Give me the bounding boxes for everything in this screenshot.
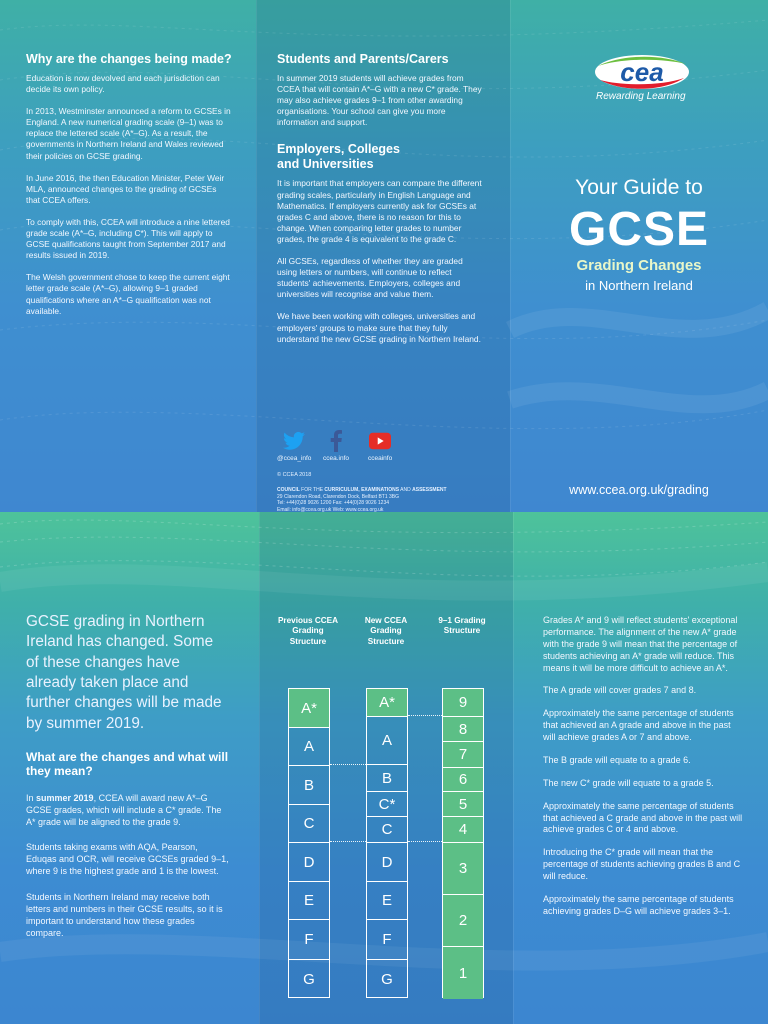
panel-explanation (543, 615, 745, 929)
new-grade-cell: A (367, 716, 407, 764)
numeric-grade-cell: 7 (443, 741, 483, 767)
previous-grade-cell: D (289, 842, 329, 881)
previous-grade-cell: E (289, 881, 329, 919)
previous-grade-cell: B (289, 765, 329, 804)
paragraph: Education is now devolved and each jurisdiction can decide its own policy. (26, 73, 220, 95)
fold-line (259, 512, 260, 1024)
header-new: New CCEA Grading Structure (364, 616, 408, 646)
paragraph: Approximately the same percentage of students that achieved an A grade and above in the past will achieve grades A or 7 and above. (543, 708, 734, 742)
panel-changes (26, 750, 230, 951)
paragraph: The B grade will equate to a grade 6. (543, 754, 691, 765)
copyright: © CCEA 2018 (277, 472, 312, 478)
paragraph: We have been working with colleges, universities and employers' groups to make sure that they fully understand the new GCSE grading in Northern Ireland. (277, 311, 481, 344)
youtube-icon (369, 430, 391, 452)
previous-grade-cell: A* (289, 689, 329, 727)
youtube-handle: cceainfo (368, 455, 393, 462)
panel-audiences (277, 52, 483, 356)
intro-statement: GCSE grading in Northern Ireland has changed. Some of these changes have already taken place and further changes will be made by summer 2019. (26, 613, 222, 732)
connector-line (330, 764, 366, 765)
facebook-handle: ccea.info (323, 455, 350, 462)
twitter-handle: @ccea_info (277, 455, 312, 462)
panel-why-changes (26, 52, 232, 328)
paragraph: The A grade will cover grades 7 and 8. (543, 685, 697, 696)
previous-grade-column (288, 688, 330, 998)
twitter-icon (283, 430, 305, 452)
paragraph: To comply with this, CCEA will introduce a nine lettered grade scale (A*–G, including C*). This will apply to GCSE qualifications taught from September 2017 and results issued in 2019. (26, 216, 230, 261)
council-address: COUNCIL FOR THE CURRICULUM, EXAMINATIONS AND ASSESSMENT 29 Clarendon Road, Clarendon Dock, Belfast BT1 3BG Tel: +44(0)28 9026 1200 Fax: +44(0)28 9026 1234 Email: info@ccea.org.uk Web: www.ccea.org.uk (277, 487, 447, 512)
new-grade-cell: D (367, 842, 407, 881)
paragraph: Approximately the same percentage of students achieving grades D–G will achieve grades 3–1. (543, 893, 734, 916)
new-grade-cell: A* (367, 689, 407, 716)
paragraph: Students taking exams with AQA, Pearson, Eduqas and OCR, will receive GCSEs graded 9–1, where 9 is the highest grade and 1 is the lowest. (26, 842, 229, 877)
connector-line (408, 841, 442, 842)
paragraph: In 2013, Westminster announced a reform to GCSEs in England. A new numerical grading scale (9–1) was to replace the lettered scale (A*–G). As a result, the governments in Northern Ireland and Wales reviewed their policies on GCSE grading. (26, 106, 231, 161)
cover-title-line1: Your Guide to (575, 176, 703, 199)
connector-line (330, 841, 366, 842)
previous-grade-cell: G (289, 959, 329, 999)
website-link[interactable]: www.ccea.org.uk/grading (569, 483, 709, 497)
paragraph: Students in Northern Ireland may receive both letters and numbers in their GCSE results, so it is important to understand how these grades compare. (26, 892, 223, 938)
new-grade-cell: G (367, 959, 407, 999)
numeric-grade-cell: 6 (443, 767, 483, 791)
header-previous: Previous CCEA Grading Structure (277, 616, 339, 646)
numeric-grade-cell: 2 (443, 894, 483, 946)
new-grade-cell: C* (367, 791, 407, 816)
new-grade-cell: B (367, 764, 407, 791)
twitter-link[interactable] (277, 430, 311, 462)
numeric-grade-column (442, 688, 484, 998)
youtube-link[interactable] (368, 430, 392, 462)
cover-title-grading-changes: Grading Changes (576, 257, 702, 274)
logo-text: cea (620, 57, 664, 87)
fold-line (256, 0, 257, 512)
new-grade-cell: F (367, 919, 407, 959)
paragraph: In June 2016, the then Education Minister, Peter Weir MLA, announced changes to the grading of GCSEs that CCEA offers. (26, 172, 225, 205)
numeric-grade-cell: 1 (443, 946, 483, 999)
heading-what-changes: What are the changes and what will they mean? (26, 750, 229, 779)
new-grade-cell: C (367, 816, 407, 842)
numeric-grade-cell: 4 (443, 816, 483, 842)
heading-students-parents: Students and Parents/Carers (277, 52, 449, 66)
fold-line (513, 512, 514, 1024)
paragraph: Approximately the same percentage of students that achieved a C grade and above in the past will achieve grades C or 4 and above. (543, 800, 743, 835)
heading-employers: Employers, Colleges and Universities (277, 142, 400, 172)
new-grade-cell: E (367, 881, 407, 919)
paragraph: In summer 2019, CCEA will award new A*–G GCSE grades, which will include a C* grade. The A* grade will be aligned to the grade 9. (26, 792, 222, 827)
connector-line (408, 715, 442, 716)
numeric-grade-cell: 9 (443, 689, 483, 716)
logo-tagline: Rewarding Learning (596, 91, 686, 102)
previous-grade-cell: A (289, 727, 329, 765)
heading-why-changes: Why are the changes being made? (26, 52, 232, 66)
paragraph: The new C* grade will equate to a grade 5. (543, 777, 714, 788)
numeric-grade-cell: 3 (443, 842, 483, 894)
paragraph: Grades A* and 9 will reflect students' exceptional performance. The alignment of the new A* grade with the grade 9 will mean that the percentage of students achieving an A* grade will reduce. This means it will be more difficult to achieve an A*. (543, 615, 738, 673)
facebook-link[interactable] (323, 430, 349, 462)
cover-title-region: in Northern Ireland (585, 278, 693, 293)
previous-grade-cell: F (289, 919, 329, 959)
facebook-icon (325, 430, 347, 452)
paragraph: The Welsh government chose to keep the current eight letter grade scale (A*–G), allowing 9–1 graded qualifications where an A*–G qualification was not available. (26, 272, 230, 316)
numeric-grade-cell: 5 (443, 791, 483, 816)
numeric-grade-cell: 8 (443, 716, 483, 741)
paragraph: In summer 2019 students will achieve grades from CCEA that will contain A*–G with a new C* grade. They may also achieve grades 9–1 from other awarding organisations. Your school can give you more information and support. (277, 73, 482, 128)
paragraph: All GCSEs, regardless of whether they are graded using letters or numbers, will continue to reflect students' achievements. Employers, colleges and universities will recognise and value them. (277, 256, 463, 300)
previous-grade-cell: C (289, 804, 329, 842)
cover-title-gcse: GCSE (568, 203, 710, 256)
paragraph: Introducing the C* grade will mean that the percentage of students achieving grades B and C will reduce. (543, 847, 741, 881)
new-grade-column (366, 688, 408, 998)
header-numeric: 9–1 Grading Structure (438, 616, 486, 636)
paragraph: It is important that employers can compare the different grading scales, particularly in English Language and Mathematics. If employers currently ask for GCSEs at grades C and above, there is no reason for this to change. When comparing letter grades to number grades, the grade 4 is equivalent to the grade C. (277, 178, 482, 244)
